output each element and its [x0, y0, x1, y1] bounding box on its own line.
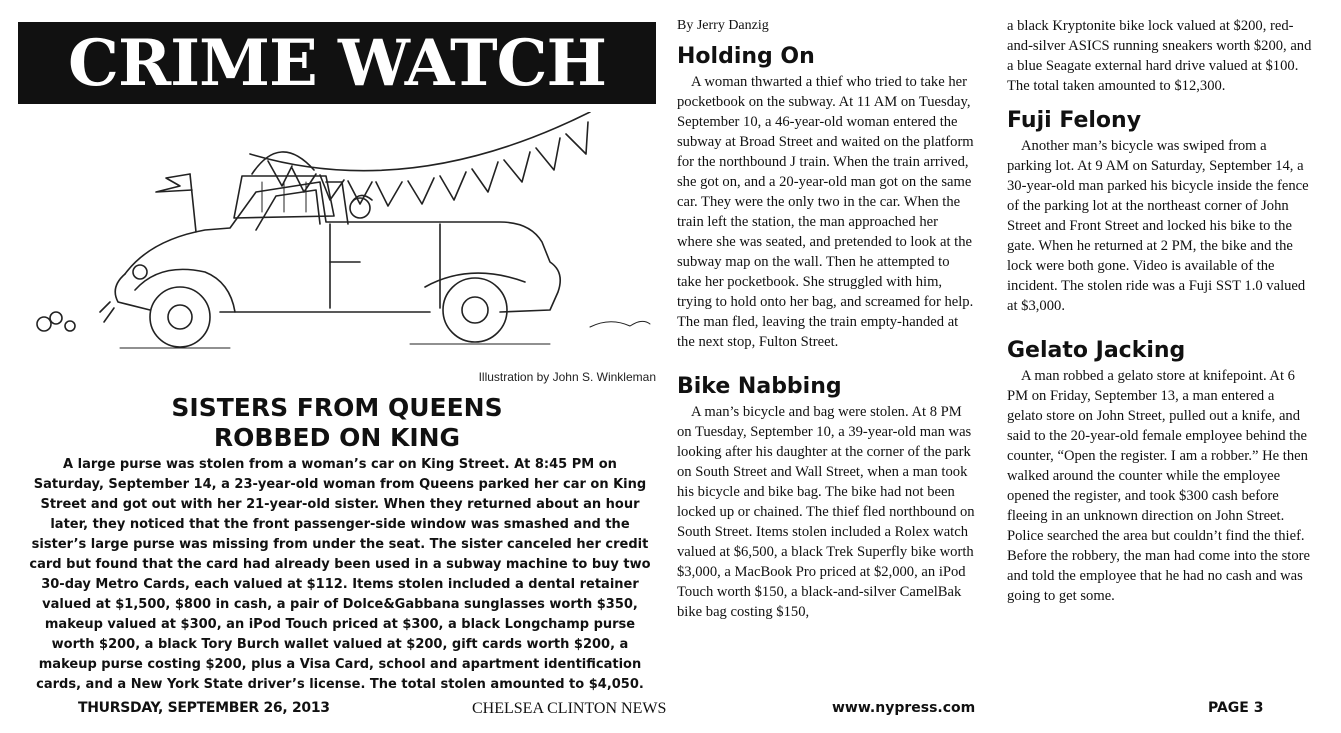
- footer-website: www.nypress.com: [832, 700, 976, 716]
- page-footer: [0, 700, 1341, 722]
- story-headline-holding-on: Holding On: [677, 44, 815, 69]
- lead-headline-line-1: SISTERS FROM QUEENS: [171, 393, 503, 422]
- lead-headline: [18, 393, 656, 453]
- column-two: [677, 16, 977, 622]
- story-headline-gelato-jacking: Gelato Jacking: [1007, 338, 1186, 363]
- story-continuation-bike-nabbing: a black Kryptonite bike lock valued at $200, red-and-silver ASICS running sneakers worth $200, and a blue Seagate external hard drive valued at $100. The total taken amounted to $12,300.: [1007, 18, 1312, 94]
- lead-story-body: A large purse was stolen from a woman’s car on King Street. At 8:45 PM on Saturday, September 14, a 23-year-old woman from Queens parked her car on King Street and got out with her 21-year-old sister. When they returned about an hour later, they noticed that the front passenger-side window was smashed and the sister’s large purse was missing from under the seat. The sister canceled her credit card but found that the card had already been used in a subway machine to buy two 30-day Metro Cards, each valued at $112. Items stolen included a dental retainer valued at $1,500, $800 in cash, a pair of Dolce&Gabbana sunglasses worth $350, makeup valued at $300, an iPod Touch priced at $300, a black Longchamp purse worth $200, a black Tory Burch wallet valued at $200, gift cards worth $200, a makeup purse costing $200, plus a Visa Card, school and apartment identification cards, and a New York State driver’s license. The total stolen amounted to $4,050.: [29, 457, 651, 692]
- story-holding-on: [677, 44, 977, 352]
- byline: By Jerry Danzig: [677, 18, 769, 33]
- story-bike-nabbing: [677, 374, 977, 622]
- story-headline-bike-nabbing: Bike Nabbing: [677, 374, 842, 399]
- story-headline-fuji-felony: Fuji Felony: [1007, 108, 1142, 133]
- story-body-gelato-jacking: A man robbed a gelato store at knifepoint. At 6 PM on Friday, September 13, a man entered a gelato store on John Street, pulled out a knife, and said to the 20-year-old female employee behind the counter, “Open the register. I am a robber.” He then walked around the counter while the employee opened the register, and took $300 cash before fleeing in an unknown direction on John Street. Police searched the area but couldn’t find the thief. Before the robbery, the man had come into the store and told the employee that he had no cash and was going to get some.: [1007, 368, 1310, 604]
- footer-paper-name: CHELSEA CLINTON NEWS: [472, 700, 667, 717]
- banner-string: [250, 112, 590, 171]
- story-body-bike-nabbing: A man’s bicycle and bag were stolen. At 8 PM on Tuesday, September 10, a 39-year-old man was looking after his daughter at the corner of the park on South Street and Wall Street, when a man took his bicycle and bike bag. The bike had not been locked up or chained. The thief fled northbound on South Street. Items stolen included a Rolex watch valued at $6,500, a black Trek Superfly bike worth $3,000, a MacBook Pro priced at $2,000, an iPod Touch worth $150, a black-and-silver CamelBak bike bag costing $150,: [677, 404, 975, 620]
- story-body-fuji-felony: Another man’s bicycle was swiped from a parking lot. At 9 AM on Saturday, September 14, a 30-year-old man parked his bicycle inside the fence of the parking lot at the northeast corner of John Street and Front Street and locked his bike to the gate. When he returned at 2 PM, the bike and the lock were both gone. Video is available of the incident. The stolen ride was a Fuji SST 1.0 valued at $3,000.: [1007, 138, 1309, 314]
- lead-headline-line-2: ROBBED ON KING: [213, 423, 461, 452]
- story-gelato-jacking: [1007, 338, 1312, 606]
- footer-date: THURSDAY, SEPTEMBER 26, 2013: [78, 700, 330, 716]
- column-three: [1007, 16, 1312, 606]
- story-fuji-felony: [1007, 108, 1312, 316]
- illustration-credit: Illustration by John S. Winkleman: [478, 370, 656, 384]
- car-illustration: [30, 112, 656, 374]
- story-body-holding-on: A woman thwarted a thief who tried to take her pocketbook on the subway. At 11 AM on Tuesday, September 10, a 46-year-old woman entered the subway at Broad Street and waited on the platform for the northbound J train. When the train arrived, she got on, and a 20-year-old man got on the same car. They were the only two in the car. When the train left the station, the man approached her where she was seated, and pretended to look at the subway map on the wall. Then he attempted to take her pocketbook. She struggled with him, trying to hold onto her bag, and screamed for help. The man fled, leaving the train empty-handed at the next stop, Fulton Street.: [677, 74, 974, 350]
- masthead-title: CRIME WATCH: [68, 25, 606, 101]
- footer-page-number: PAGE 3: [1208, 700, 1264, 716]
- section-masthead: [18, 22, 656, 104]
